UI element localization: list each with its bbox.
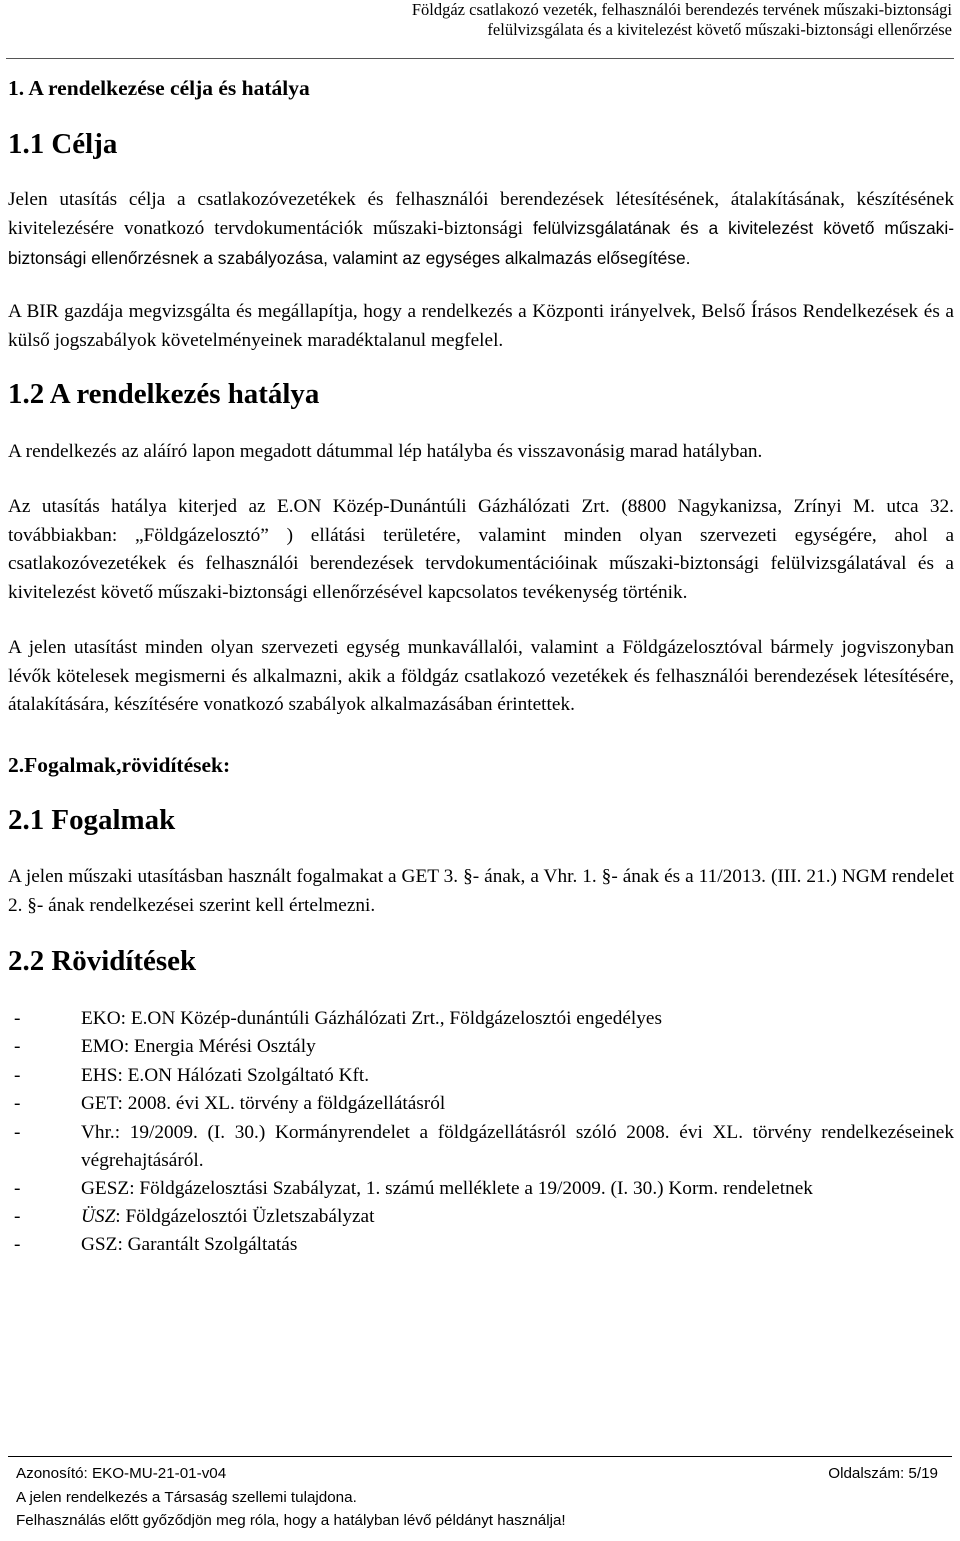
list-item: - EKO: E.ON Közép-dunántúli Gázhálózati Zrt., Földgázelosztói engedélyes [14, 1007, 662, 1029]
section-2-2-title: 2.2 Rövidítések [8, 945, 197, 977]
purpose-paragraph [8, 186, 954, 274]
abbreviation-text: : Energia Mérési Osztály [123, 1036, 316, 1057]
abbreviation-key: GESZ [81, 1177, 130, 1199]
document-id: Azonosító: EKO-MU-21-01-v04 [16, 1465, 227, 1482]
obligations-paragraph: A jelen utasítást minden olyan szervezeti egység munkavállalói, valamint a Földgázelosztóval bármely jogviszonyban lévők kötelesek megismerni és alkalmazni, akik a földgáz csatlakozó vezetékek és felhasználói berendezések létesítésére, átalakítására, készítésére vonatkozó szabályok alkalmazásában érintettek. [8, 637, 954, 715]
section-1-1-title: 1.1 Célja [8, 128, 118, 160]
compliance-paragraph: A BIR gazdája megvizsgálta és megállapítja, hogy a rendelkezés a Központi irányelvek, Belső Írásos Rendelkezések és a külső jogszabályok követelményeinek maradéktalanul megfelel. [8, 301, 954, 351]
list-item: - EHS: E.ON Hálózati Szolgáltató Kft. [14, 1064, 370, 1086]
abbreviation-key: GSZ [81, 1234, 118, 1255]
abbreviation-key: Vhr. [81, 1121, 115, 1143]
page-header [252, 0, 952, 40]
scope-paragraph: Az utasítás hatálya kiterjed az E.ON Közép-Dunántúli Gázhálózati Zrt. (8800 Nagykanizsa, Zrínyi M. utca 32. továbbiakban: „Földgázelosztó” ) ellátási területére, valamint minden olyan szervezeti egységére, ahol a csatlakozóvezetékek és felhasználói berendezések tervdokumentációinak műszaki-biztonsági felülvizsgálatával és a kivitelezést követő műszaki-biztonsági ellenőrzésével kapcsolatos tevékenység történik. [8, 496, 954, 603]
abbreviation-text: : Földgázelosztói Üzletszabályzat [115, 1205, 375, 1227]
purpose-paragraph-part-1: Jelen utasítás célja a csatlakozóvezetékek és felhasználói berendezések létesítésének, átalakításának, készítésének kivitelezésére vonatkozó tervdokumentációk műszaki-biztonsági [8, 188, 954, 239]
abbreviation-text: : 19/2009. (I. 30.) Kormányrendelet a földgázellátásról szóló 2008. évi XL. törvény rendelkezéseinek végrehajtásáról. [81, 1121, 954, 1171]
ownership-notice: A jelen rendelkezés a Társaság szellemi tulajdona. [16, 1489, 357, 1506]
effective-date-paragraph: A rendelkezés az aláíró lapon megadott dátummal lép hatályba és visszavonásig marad hatályban. [8, 440, 763, 462]
purpose-paragraph-part-2: felülvizsgálatának és a kivitelezést követő műszaki-biztonsági ellenőrzésnek a szabályozása, valamint az egységes alkalmazás elősegítése. [8, 218, 954, 268]
abbreviation-key: EKO [81, 1007, 121, 1029]
list-item: - GSZ: Garantált Szolgáltatás [14, 1234, 298, 1255]
section-1-title: 1. A rendelkezése célja és hatálya [8, 76, 310, 100]
header-divider [6, 58, 954, 59]
page-number: Oldalszám: 5/19 [828, 1465, 938, 1482]
abbreviation-key: EMO [81, 1036, 124, 1057]
usage-notice: Felhasználás előtt győződjön meg róla, hogy a hatályban lévő példányt használja! [16, 1512, 566, 1529]
abbreviation-text: : E.ON Közép-dunántúli Gázhálózati Zrt., Földgázelosztói engedélyes [120, 1007, 662, 1029]
section-2-title: 2.Fogalmak,rövidítések: [8, 752, 231, 777]
section-2-1-title: 2.1 Fogalmak [8, 803, 176, 836]
list-item: - GET: 2008. évi XL. törvény a földgázellátásról [14, 1093, 446, 1114]
abbreviation-text: : 2008. évi XL. törvény a földgázellátásról [117, 1093, 446, 1114]
list-item: - ÜSZ: Földgázelosztói Üzletszabályzat [14, 1205, 375, 1227]
abbreviation-key: GET [81, 1093, 118, 1114]
header-line-1: Földgáz csatlakozó vezeték, felhasználói berendezés tervének műszaki-biztonsági [411, 0, 952, 19]
abbreviation-text: : E.ON Hálózati Szolgáltató Kft. [117, 1064, 370, 1086]
list-item: - EMO: Energia Mérési Osztály [14, 1036, 316, 1057]
abbreviation-key: ÜSZ [81, 1205, 116, 1227]
abbreviation-key: EHS [81, 1064, 118, 1086]
header-line-2: felülvizsgálata és a kivitelezést követő műszaki-biztonsági ellenőrzése [487, 20, 952, 39]
page-footer [8, 1456, 952, 1530]
list-item: - Vhr.: 19/2009. (I. 30.) Kormányrendelet a földgázellátásról szóló 2008. évi XL. törvény rendelkezéseinek végrehajtásáról. [14, 1121, 954, 1171]
definitions-paragraph: A jelen műszaki utasításban használt fogalmakat a GET 3. §- ának, a Vhr. 1. §- ának és a 11/2013. (III. 21.) NGM rendelet 2. §- ának rendelkezései szerint kell értelmezni. [8, 866, 954, 916]
abbreviation-text: : Földgázelosztási Szabályzat, 1. számú melléklete a 19/2009. (I. 30.) Korm. rendeletnek [129, 1177, 813, 1199]
section-1-2-title: 1.2 A rendelkezés hatálya [8, 378, 320, 410]
document-body [8, 72, 954, 1260]
abbreviation-list [8, 1005, 954, 1260]
list-item: - GESZ: Földgázelosztási Szabályzat, 1. számú melléklete a 19/2009. (I. 30.) Korm. rendeletnek [14, 1177, 813, 1199]
abbreviation-text: : Garantált Szolgáltatás [117, 1234, 298, 1255]
